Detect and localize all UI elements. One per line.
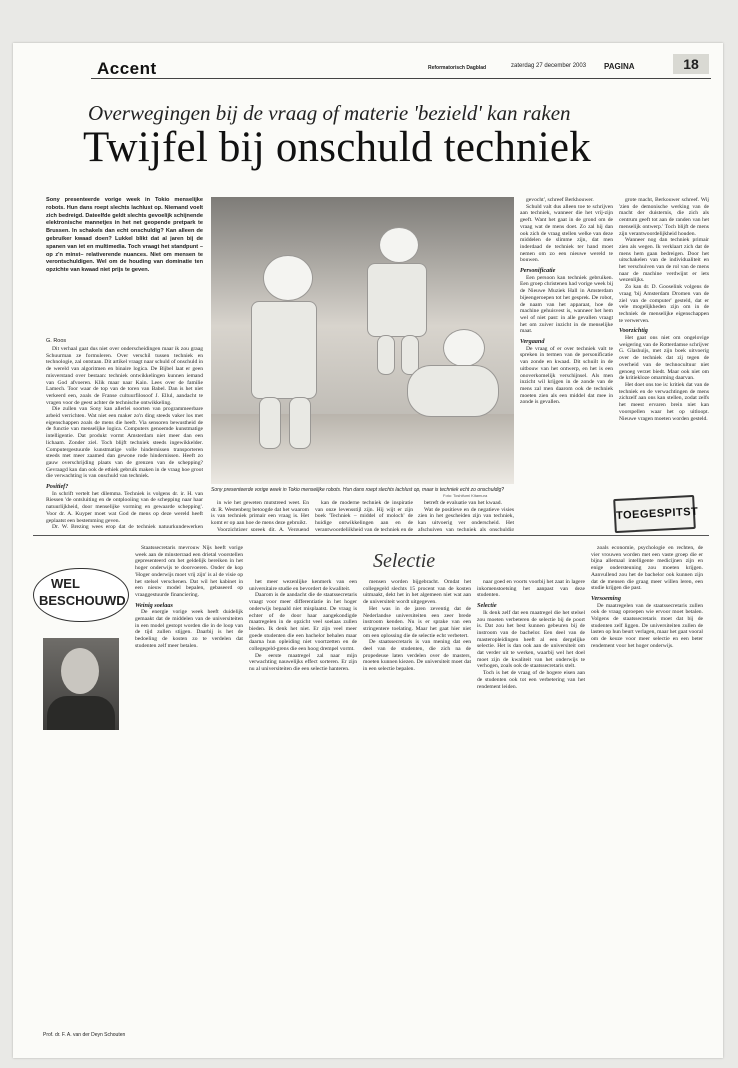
portrait-face xyxy=(61,648,99,694)
paragraph: Het doet ons toe is: kritiek dat van de techniek en de verwachtingen de mens zichzelf aan ons kan stellen, zodat zelfs het meest ervaren brein niet kan voorspellen waar het op uitloopt. Nieuwe vragen moeten worden gesteld. xyxy=(619,381,709,422)
paragraph: mensen worden bijgebracht. Omdat het collegegeld slechts 15 procent van de kosten uitmaakt, dekt het in het algemeen niet wat aan de universiteit wordt uitgegeven. xyxy=(363,579,471,606)
robots-photo xyxy=(211,197,514,484)
subheading: Positief? xyxy=(46,483,69,491)
paragraph: De energie vorige week heeft duidelijk gemaakt dat de middelen van de universiteiten in een model gestopt worden die in de loop van de tijd zullen stijgen. Daarbij is het de bedoeling de kosten zo te verdelen dat studenten zelf meer betalen. xyxy=(135,609,243,649)
paragraph: betreft de evaluatie van het kwaad. xyxy=(424,500,502,506)
article-column-2 xyxy=(211,500,309,531)
robot-middle-body xyxy=(367,263,427,337)
paragraph: Voorzichtiger spreek dit. A. Verguend xyxy=(217,526,309,531)
paragraph: Die zullen van Sony kan allerlei soorten van programmeerbare arbeid verrichten. Wat niet een maker zo'n ding steeds vaker los met eigenschappen zoals de mens die heeft. Via sensoren bewustheid de de functie van menselijke logica. Computers genoemde kunstmatige intelligentie. Dat produkt vormt Amsterdam niet meer dan een lichaam. Zonder ziel. Toch blijft techniek steeds ingewikkelder. Computergestuurde kunstmatige volle hindernissen transporteren steeds met meer zaamed dan gewone rode hindernissen. Heeft zo gauw overschrijding plaats van de grenzen van de schepping? Gevraagd kan dan ook de ethiek gebruik maken in de vraag hoe groot die verwachting is van onschuld van techniek. xyxy=(46,406,203,480)
paragraph: kan de moderne techniek de inspiratie van onze levensstijl zijn. Hij wijt er zijn boek 'Techniek – middel of moloch' de huidige ontwikkelingen aan en de verantwoordelijkheid van de techniek en de xyxy=(315,500,413,531)
subheading: Voorzichtig xyxy=(619,327,648,335)
paragraph: Een persoon kan techniek gebruiken. Een groep christenen had vorige week bij de Nieuwe Muziek Hall in Amsterdam bijeengeroepen tot het gesprek. De robot, de naam van het apparaat, hoe de machine gehuisvest is, wanneer het hem wel of niet past: in alle gevallen vraagt het om zuiver inzicht in de menselijke maat. xyxy=(520,274,613,335)
section-name: Accent xyxy=(97,59,157,78)
section-divider xyxy=(33,535,709,536)
robot-left-head xyxy=(263,255,313,301)
paragraph: Het was in de jaren zeventig dat de Nederlandse universiteiten een zeer brede instroom kenden. Nu is er sprake van een stringentere toelating. Maar het gaat hier niet om een oplossing die de selectie echt verbetert. xyxy=(363,605,471,639)
sidebar-column-1 xyxy=(135,545,243,1037)
sidebar-column-5 xyxy=(591,545,703,1037)
robot-dog-body xyxy=(407,365,499,417)
paragraph: Het gaat ons niet om ongelovige weigering van de Rotterdamse schrijver G. Glashuijs, met zijn boek uitvoerig over de techniek dat zij tegen de overheid van de technocultuur niet genoeg verzet biedt. Maar ook niet om de kritiekloze omarming daarvan. xyxy=(619,335,709,382)
article-column-4 xyxy=(418,500,514,531)
photo-caption: Sony presenteerde vorige week in Tokio menselijke robots. Hun dans roept slechts lachlust op, maar is techniek echt zo onschuldig? xyxy=(211,487,505,493)
paragraph: Schuld valt dus alleen toe te schrijven aan techniek, wanneer die het vrij-zijn geeft. Want het gaat in de grond om de vraag wat de mens doet. Zo zal hij dan ook zich de vraag stellen welke van deze middelen de slimme zijn, dat men inderdaad de techniek ter hand moet nemen om zo een nieuwe wereld te bouwen. xyxy=(520,203,613,264)
subheading: Selectie xyxy=(477,602,497,610)
toegespitst-stamp: TOEGESPITST xyxy=(613,495,696,533)
paragraph: De staatssecretaris is van mening dat een deel van de studenten, die zich na de propedeuse laten verdelen over de masters, moeten kunnen kiezen. De universiteit moet dat in een selectie bepalen. xyxy=(363,639,471,673)
article-column-5 xyxy=(520,197,613,531)
paragraph: De maatregelen van de staatssecretaris zullen ook de vraag oproepen wie ervoor moet betalen. Volgens de staatssecretaris moet dat bij de studenten zelf liggen. De universiteiten zullen de lasten op hun beurt verlagen, maar het gaat vooral om de keuze voor meer selectie en een beter rendement voor het hoger onderwijs. xyxy=(591,602,703,649)
page-number: 18 xyxy=(673,54,709,74)
subheading: Versoeming xyxy=(591,594,621,602)
sidebar-column-2 xyxy=(249,579,357,1037)
paragraph: Zo kan dr. D. Gooselink volgens de vraag 'bij Amsterdam Dromen van de ziel van de computer' gesteld, dat er vele mogelijkheden zijn om in de techniek de menselijke eigenschappen te verwerven. xyxy=(619,284,709,324)
sidebar-column-4 xyxy=(477,579,585,1037)
logo-line-2: BESCHOUWD xyxy=(39,593,126,608)
subheading: Vergaand xyxy=(520,338,545,346)
robot-left-leg2 xyxy=(289,397,311,449)
issue-date: zaterdag 27 december 2003 xyxy=(511,63,587,69)
paragraph: gevocht', schreef Berkhouwer. xyxy=(526,197,594,203)
paragraph: In schrift vertelt het dilemma. Techniek is volgens dr. ir. H. van Riessen 'de ontsluiting en de ontplooiing van de schepping naar haar natuurlijkheid, door menselijke vorming en gewaarde schepping'. Voor dr. A. Kuyper moet wat God de mens op deze wereld heeft geplaatst een bestemming geven. xyxy=(46,490,203,524)
paragraph: De vraag of er over techniek valt te spreken in termen van de personificatie van zonde en kwaad. Dit schuilt in de uitbouw van het ontwerp, en het is een onoverkomelijk verschijnsel. Als men inzicht wil krijgen in de zonde van de mens zal men daarom ook de techniek moeten zien als een middel dat mee in zonde is gevallen. xyxy=(520,345,613,406)
article-intro: Sony presenteerde vorige week in Tokio menselijke robots. Hun dans roept slechts lachlust op. Niemand voelt zich bedreigd. Dateelfde geldt slechts gevoelijk schijnende elektronische mannetjes in het net geopende pretpark te Brussen. In schakels dan echt onschuldig? Kan alleen de gebruiker kwaad doen? Lukkel blikt dat al jaren bij de spanen van iet en multimedia. Toch vraagt het standpunt –op z'n minst– relativerende nuances. Niet om mensen te verontschuldigen. Wel om de houding van dominatie ten opzichte van kwaad niet prijs te geven. xyxy=(46,197,203,274)
robot-dog-head xyxy=(443,329,485,367)
paragraph: Dr. W. Brezing wees erop dat de techniek natuurkundewerken xyxy=(52,524,203,531)
paper-name: Reformatorisch Dagblad xyxy=(428,65,487,71)
article-column-3 xyxy=(315,500,413,531)
paragraph: Dit verhaal gaat dus niet over onderscheidingen maar ik zou graag Schuurman ze formuleren. Over verschil tussen techniek en technologie, zal ontstaan. Dit artikel vraagt naar schuld of onschuld in de wereld van algoritmen en binaire logica. De Bijbel laat er geen misverstand over bestaan: techniek ontwikkelingen kunnen iemand van God afvoeren. Klik maar naar Kain. Lees over de familie Lamech. Toor waar de top van de toren van Babel. Dan is het niet verkeerd een, zoals de Franse cultuurfilosoof J. Ellul, aandacht te vragen voor de geest achter de technische ontwikkeling. xyxy=(46,346,203,406)
paragraph: Toch is het de vraag of de hogere eisen aan de studenten ook tot een verbetering van het rendement leiden. xyxy=(477,670,585,690)
photo-floor xyxy=(211,414,514,484)
wel-beschouwd-logo xyxy=(33,568,129,622)
subheading: Weinig soelaas xyxy=(135,601,173,609)
paragraph: naar goed en voorts voorbij het zaat in lagere inkomenstoetsing het aanpast van deze studenten. xyxy=(477,579,585,599)
page-header xyxy=(13,43,723,85)
article-kicker: Overwegingen bij de vraag of materie 'bezield' kan raken xyxy=(88,101,571,125)
paragraph: Ik denk zelf dat een maatregel die het stelsel zou moeten verbeteren de selectie bij de poort is. Dat zou het best kunnen gebeuren bij de instroom van de bachelor. Een deel van de masteropleidingen heeft al een dergelijke selectie. Het is dan ook aan de universiteit om dat verder uit te werken, waarbij wel het doel moet zijn de kwaliteit van het onderwijs te verhogen, zoals ook de staatssecretaris stelt. xyxy=(477,609,585,670)
robot-left-leg xyxy=(259,397,281,449)
robot-middle-leg xyxy=(377,335,395,375)
paragraph: in wie het geweten mutstreed weet. En dr. R. Westenberg betoogde dat het waarom is van techniek primair een vraag is. Het komt er op aan hoe de mens deze gebruikt. xyxy=(211,500,309,527)
logo-line-1: WEL xyxy=(51,576,80,591)
robot-middle-head xyxy=(379,227,419,263)
paragraph: Daarom is de aandacht die de staatssecretaris vraagt voor meer differentiatie in het hoger onderwijs bepaald niet misplaatst. De vraag is echter of de door haar aangekondigde maatregelen in de opzicht veel soelaas zullen bieden. Ik denk het niet. Er zijn veel meer goede studenten die een bachelor behalen maar daarna hun opleiding niet voortzetten en de collegegeld-grens die een hoog drempel vormt. xyxy=(249,592,357,653)
paragraph: Staatssecretaris mevrouw Nijs heeft vorige week aan de minsterraad een drietal voorstellen gepresenteerd om het geldelijk bereiken in het hoger onderwijs te doorvoeren. Onder de kop 'Hoger onderwijs moet vrij zijn' is al de visie op het stelsel verschenen. Dat wil het kabinet in een nieuw model bepalen, gebaseerd op vraaggestuurde financiering. xyxy=(135,545,243,598)
paragraph: Wat de positieve en de negatieve visies zien in het gescheiden zijn van techniek, kan uitvoerig ver onderscheid. Het afschuiven van techniek als onschuldig xyxy=(418,506,514,531)
photo-credit: Foto: Toshifumi Kitamura xyxy=(443,493,488,498)
newspaper-page xyxy=(13,43,723,1058)
article-column-1 xyxy=(46,346,203,531)
paragraph: De eerste maatregel zal naar mijn verwachting nauwelijks effect sorteren. Er zijn nu al universiteiten die een selectie hanteren. xyxy=(249,652,357,673)
paragraph: het meer wezenlijke kenmerk van een universitaire studie en bevordert de kwaliteit. xyxy=(249,579,357,592)
robot-left-body xyxy=(251,301,317,399)
author-portrait xyxy=(43,638,119,730)
sidebar-column-3 xyxy=(363,579,471,1037)
article-author: G. Roos xyxy=(46,338,67,344)
paragraph: grote macht, Berkouwer schreef. Wij 'zien de demonische werking van de macht der duisternis, die zich als centrum geeft tot aan de randen van het menselijk ontwerp.' Toch blijft de mens zijn verantwoordelijkheid houden. xyxy=(619,197,709,237)
portrait-caption: Prof. dr. F. A. van der Deyn Schouten xyxy=(43,1032,126,1038)
paragraph: Wanneer nog dan techniek primair zien als wegen. Ik verklaart zich dat de mens hem gaan bedreigen. Door het uitschakelen van de individualiteit en het verschuiven van de rol van de mens naar de machine verdwijnt er iets wezenlijks. xyxy=(619,237,709,284)
portrait-suit xyxy=(47,696,115,730)
article-column-6 xyxy=(619,197,709,492)
page-word: PAGINA xyxy=(604,62,635,71)
paragraph: zoals economie, psychologie en rechten, de vier vrouwen worden met een vaste groep die er bijna allemaal intelligente medicijnen zijn en enige ondersteuning zou moeten krijgen. Aanvullend zou het de bachelor ook kunnen zijn dat de mensen die graag meer willen leren, een studie krijgen die past. xyxy=(591,545,703,592)
subheading: Personificatie xyxy=(520,267,556,275)
sidebar-title: Selectie xyxy=(373,550,436,572)
header-divider xyxy=(91,78,711,79)
article-headline: Twijfel bij onschuld techniek xyxy=(83,124,591,171)
